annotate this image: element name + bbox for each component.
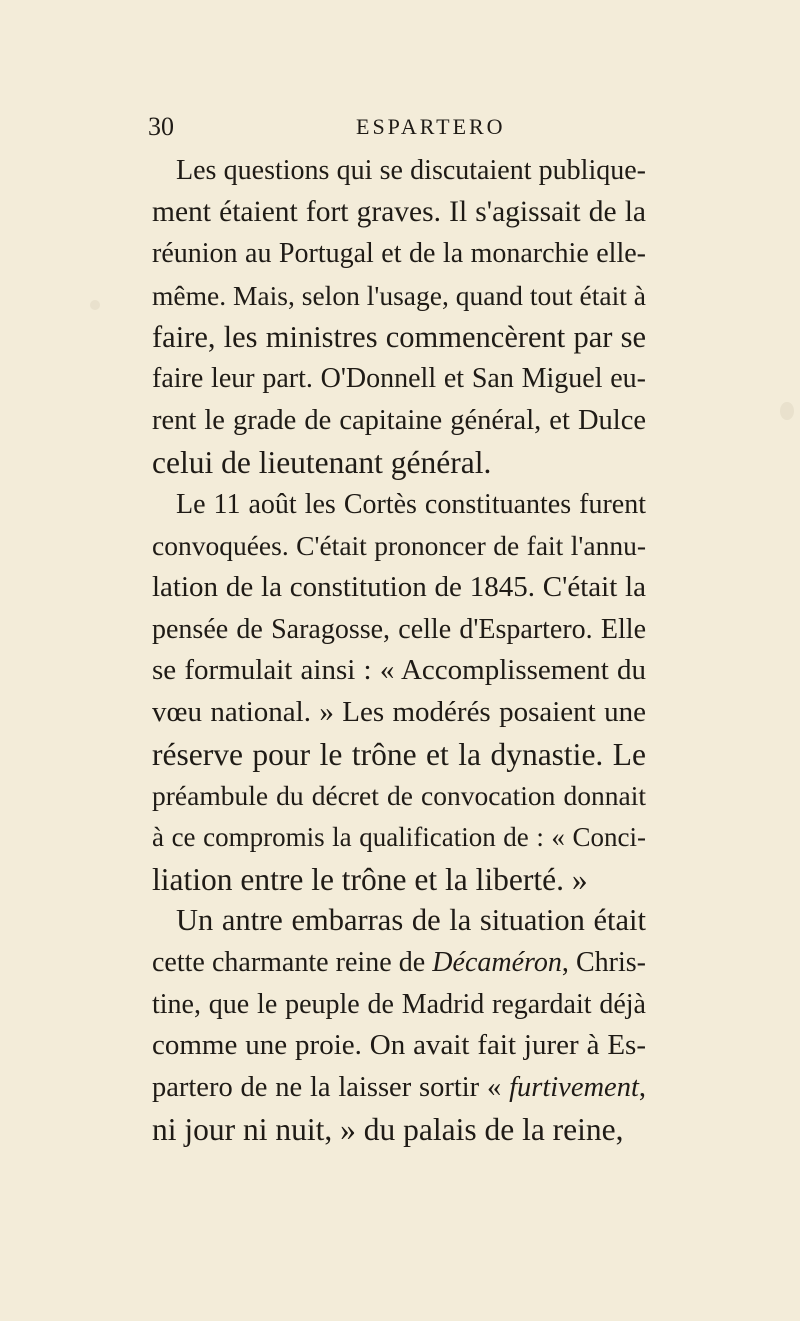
- text-line: réunion au Portugal et de la monarchie elle-: [152, 238, 646, 270]
- text-line: se formulait ainsi : « Accomplissement du: [152, 654, 646, 687]
- text-line: liation entre le trône et la liberté. »: [152, 861, 588, 897]
- text-line: Un antre embarras de la situation était: [176, 903, 646, 938]
- text-segment: cette charmante reine de: [152, 947, 433, 979]
- text-line: à ce compromis la qualification de : « Conci-: [152, 822, 646, 852]
- text-line: ment étaient fort graves. Il s'agissait de la: [152, 195, 646, 228]
- page-header: [148, 112, 648, 152]
- text-line: faire, les ministres commencèrent par se: [152, 319, 646, 354]
- text-line: pensée de Saragosse, celle d'Espartero. Elle: [152, 613, 646, 645]
- text-line: rent le grade de capitaine général, et Dulce: [152, 405, 646, 437]
- text-segment: ,: [638, 1072, 646, 1104]
- text-line: Les questions qui se discutaient publique-: [176, 155, 646, 186]
- text-line: convoquées. C'était prononcer de fait l'annu-: [152, 530, 646, 562]
- text-line: ni jour ni nuit, » du palais de la reine,: [152, 1111, 624, 1147]
- running-title: ESPARTERO: [356, 114, 506, 139]
- text-line: celui de lieutenant général.: [152, 444, 492, 480]
- text-line: tine, que le peuple de Madrid regardait déjà: [152, 988, 646, 1020]
- paper-stain: [780, 402, 794, 420]
- text-line: comme une proie. On avait fait jurer à Es-: [152, 1029, 646, 1062]
- italic-text: Décaméron: [432, 947, 562, 979]
- text-line: Le 11 août les Cortès constituantes furent: [176, 488, 646, 520]
- text-line: préambule du décret de convocation donnait: [152, 780, 646, 812]
- text-line: vœu national. » Les modérés posaient une: [152, 695, 646, 728]
- text-line: même. Mais, selon l'usage, quand tout était à: [152, 280, 646, 312]
- text-line: lation de la constitution de 1845. C'était la: [152, 570, 646, 603]
- text-segment: , Chris-: [561, 947, 647, 979]
- italic-text: furtivement: [509, 1072, 639, 1104]
- text-line: faire leur part. O'Donnell et San Miguel eu-: [152, 363, 646, 395]
- paper-stain: [90, 300, 100, 310]
- page-number: 30: [148, 112, 174, 141]
- text-line: [152, 942, 646, 984]
- text-line: [152, 1067, 646, 1109]
- text-segment: partero de ne la laisser sortir «: [152, 1072, 510, 1104]
- body-text: [152, 150, 646, 1151]
- text-line: réserve pour le trône et la dynastie. Le: [152, 736, 646, 772]
